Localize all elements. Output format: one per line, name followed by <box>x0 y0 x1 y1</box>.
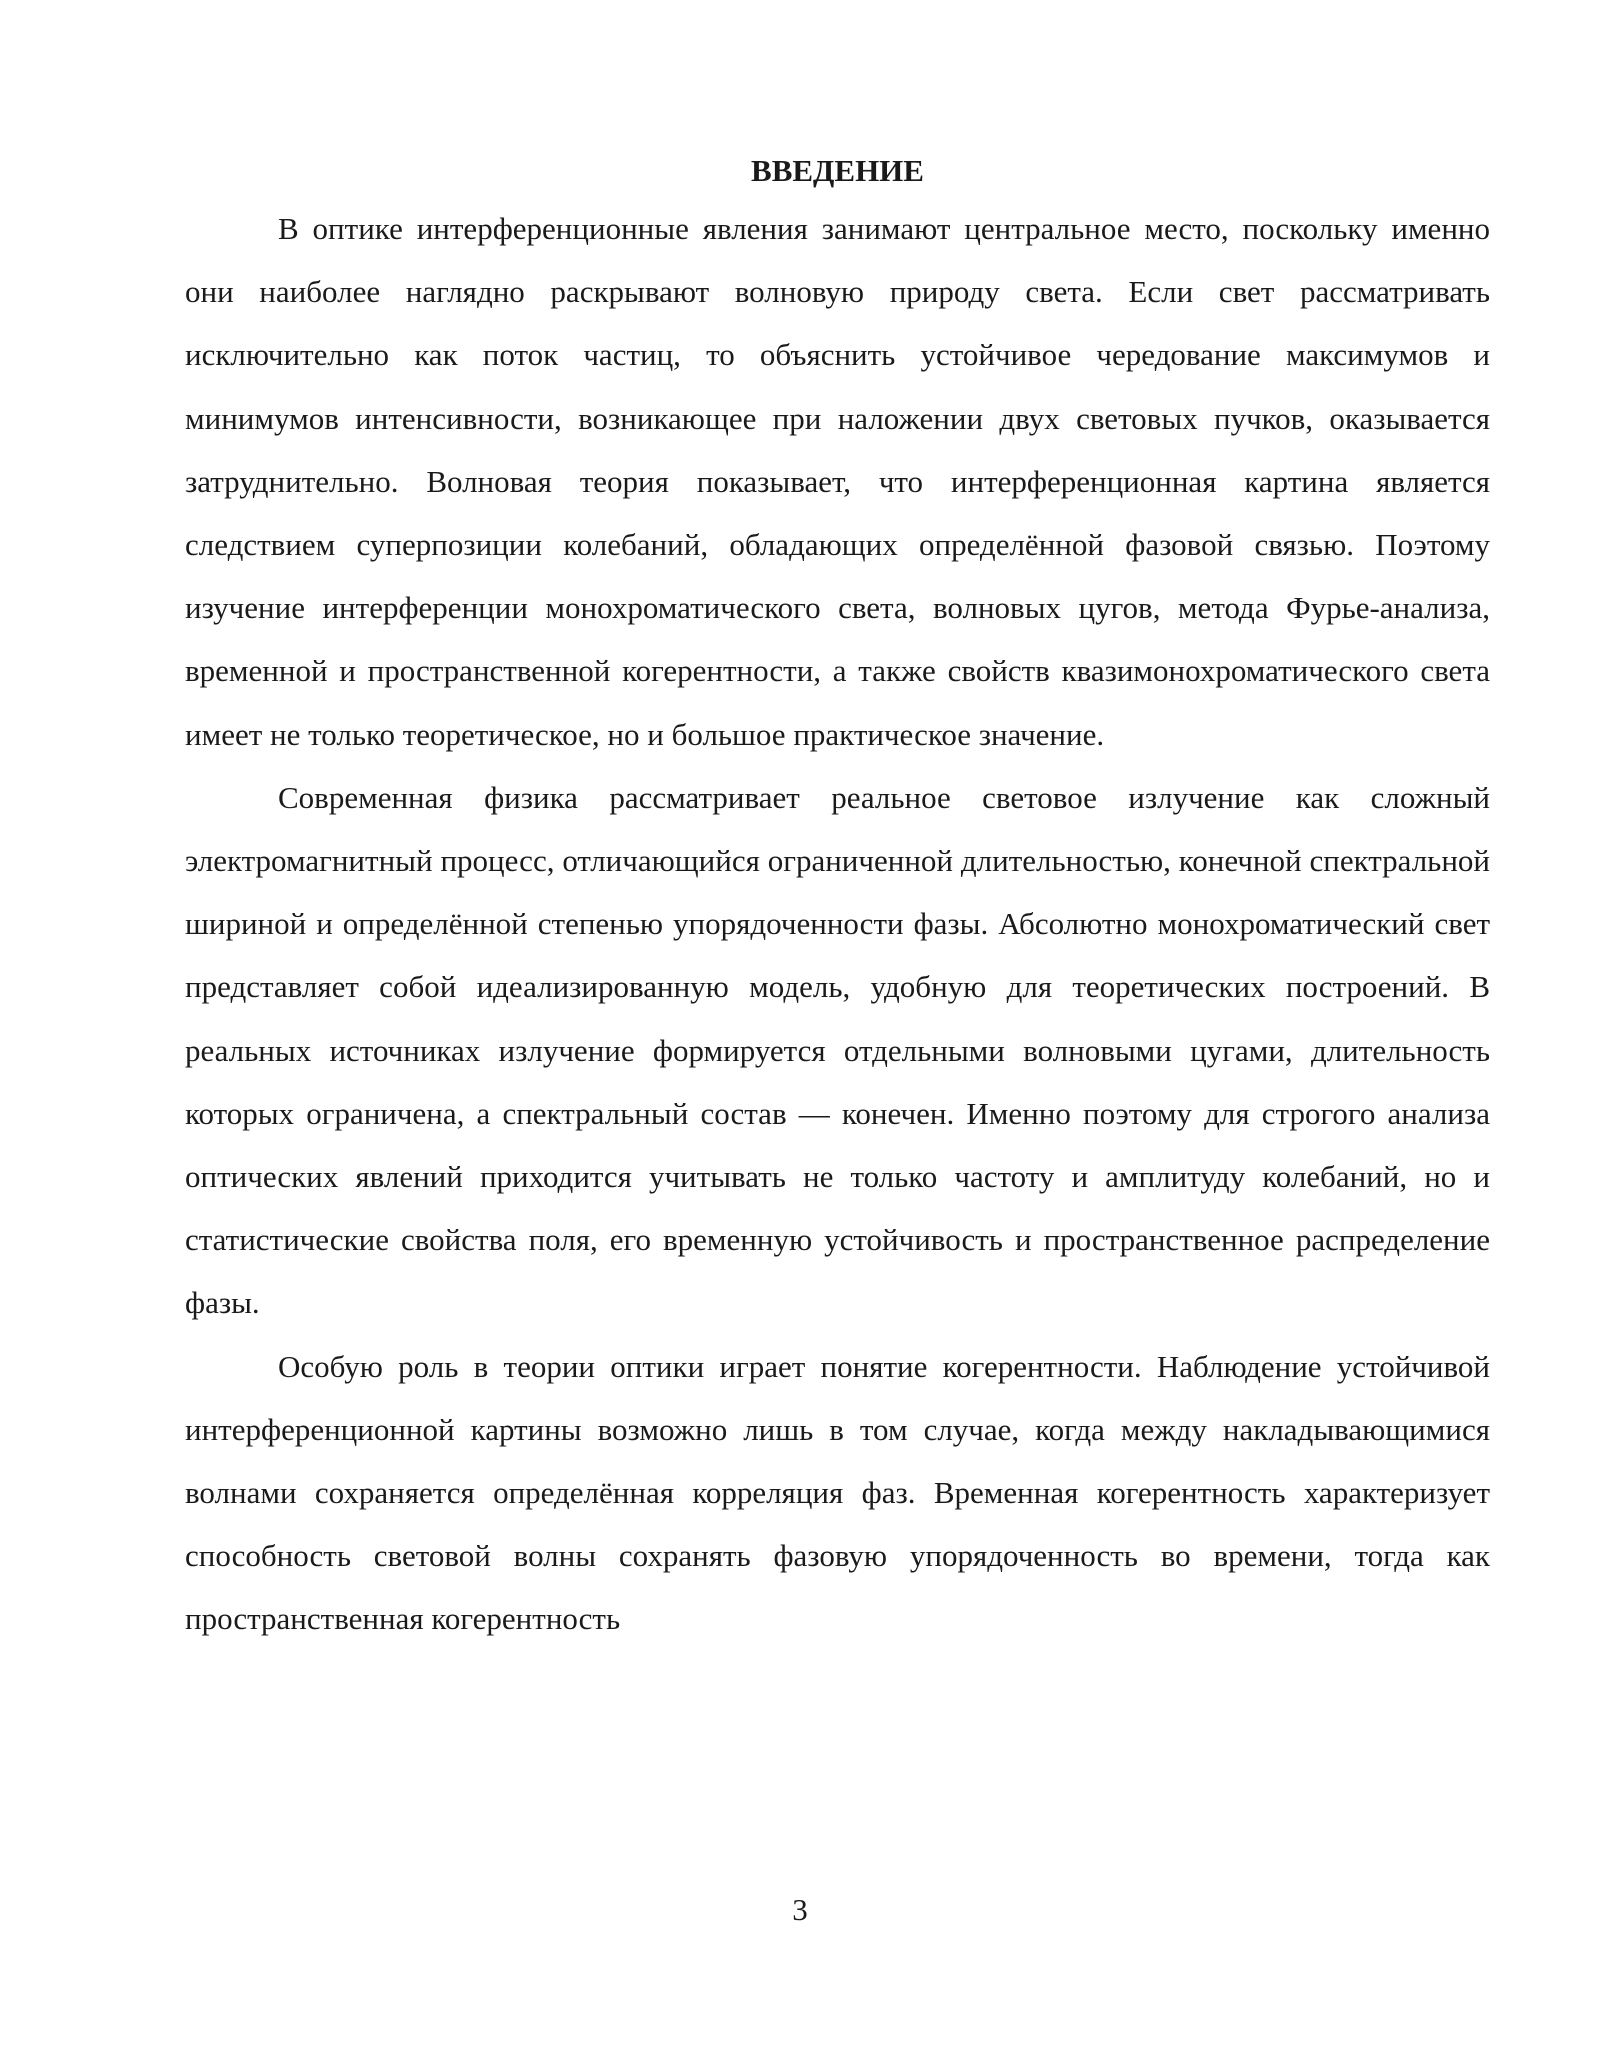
page-body <box>185 145 1490 1651</box>
paragraph-1: В оптике интерференционные явления занимают центральное место, поскольку именно они наиболее наглядно раскрывают волновую природу света. Если свет рассматривать исключительно как поток частиц, то объяснить устойчивое чередование максимумов и минимумов интенсивности, возникающее при наложении двух световых пучков, оказывается затруднительно. Волновая теория показывает, что интерференционная картина является следствием суперпозиции колебаний, обладающих определённой фазовой связью. Поэтому изучение интерференции монохроматического света, волновых цугов, метода Фурье-анализа, временной и пространственной когерентности, а также свойств квазимонохроматического света имеет не только теоретическое, но и большое практическое значение. <box>185 211 1490 752</box>
paragraph-3: Особую роль в теории оптики играет понятие когерентности. Наблюдение устойчивой интерференционной картины возможно лишь в том случае, когда между накладывающимися волнами сохраняется определённая корреляция фаз. Временная когерентность характеризует способность световой волны сохранять фазовую упорядоченность во времени, тогда как пространственная когерентность <box>185 1348 1490 1637</box>
section-heading: ВВЕДЕНИЕ <box>751 153 924 188</box>
page-number: 3 <box>792 1892 808 1927</box>
paragraph-2: Современная физика рассматривает реальное световое излучение как сложный электромагнитный процесс, отличающийся ограниченной длительностью, конечной спектральной шириной и определённой степенью упорядоченности фазы. Абсолютно монохроматический свет представляет собой идеализированную модель, удобную для теоретических построений. В реальных источниках излучение формируется отдельными волновыми цугами, длительность которых ограничена, а спектральный состав — конечен. Именно поэтому для строгого анализа оптических явлений приходится учитывать не только частоту и амплитуду колебаний, но и статистические свойства поля, его временную устойчивость и пространственное распределение фазы. <box>185 779 1490 1321</box>
